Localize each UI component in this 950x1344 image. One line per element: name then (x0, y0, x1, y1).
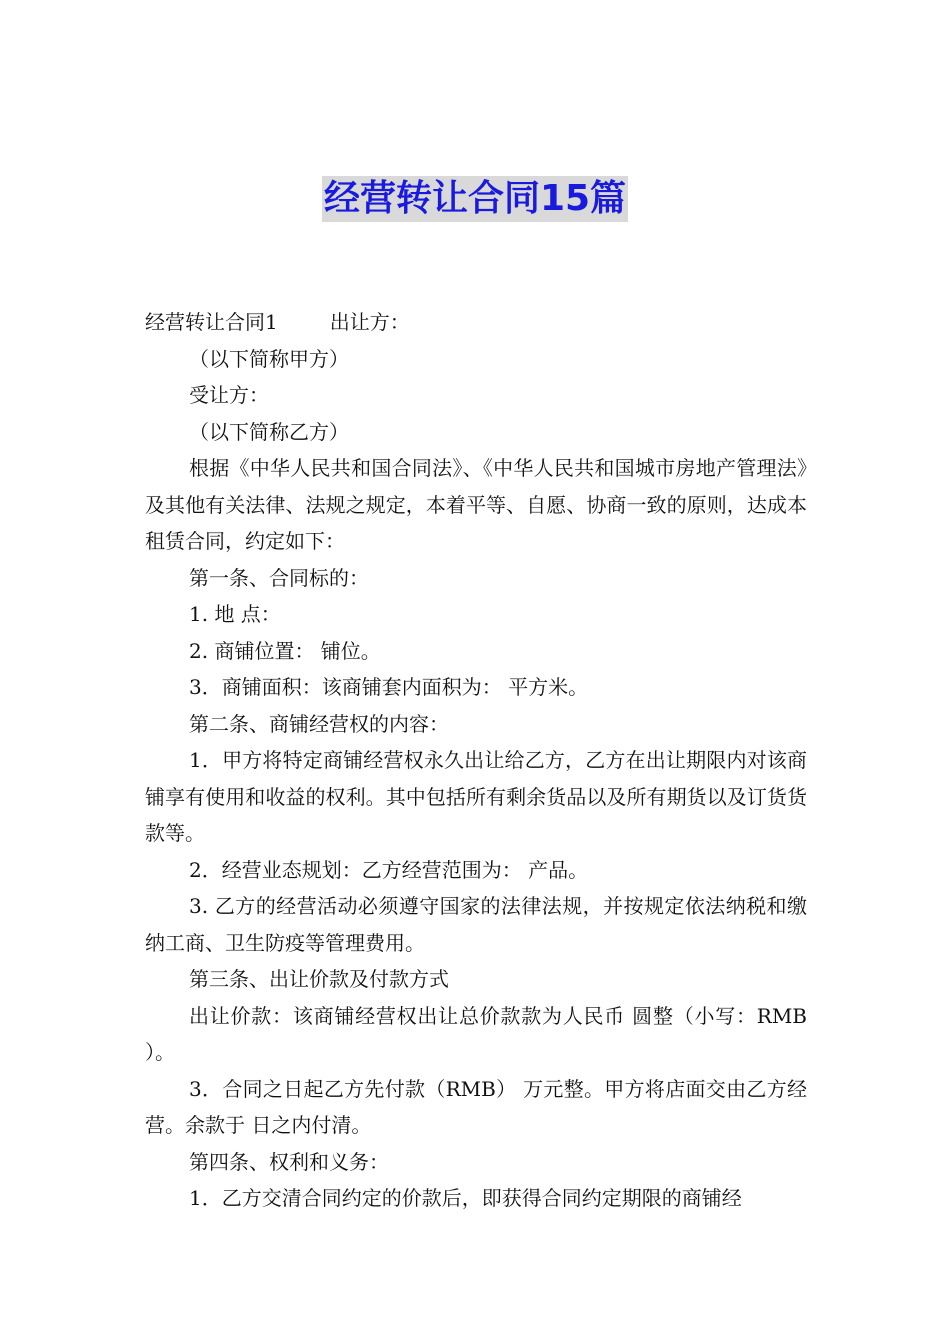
paragraph: 第四条、权利和义务： (189, 1149, 389, 1174)
paragraph: 第三条、出让价款及付款方式 (189, 967, 449, 991)
document-title: 经营转让合同15篇 (322, 176, 628, 222)
paragraph: 1．甲方将特定商铺经营权永久出让给乙方，乙方在出让期限内对该商铺享有使用和收益的权利。其中包括所有剩余货品以及所有期货以及订货货款等。 (145, 748, 807, 845)
title-container (0, 176, 950, 222)
paragraph: 2．经营业态规划：乙方经营范围为： 产品。 (189, 857, 589, 882)
paragraph: 3. 乙方的经营活动必须遵守国家的法律法规，并按规定依法纳税和缴纳工商、卫生防疫等管理费用。 (145, 894, 807, 955)
paragraph: 第一条、合同标的： (189, 565, 369, 590)
document-body (145, 304, 807, 1217)
contract-heading-line (145, 304, 807, 341)
paragraph: 根据《中华人民共和国合同法》、《中华人民共和国城市房地产管理法》及其他有关法律、法规之规定，本着平等、自愿、协商一致的原则，达成本租赁合同，约定如下： (145, 456, 807, 553)
contract-heading: 经营转让合同1 (145, 310, 278, 334)
paragraph: 第二条、商铺经营权的内容： (189, 711, 449, 736)
paragraph: 3．商铺面积：该商铺套内面积为： 平方米。 (189, 675, 589, 699)
paragraph: （以下简称甲方） (189, 346, 349, 371)
paragraph: 出让价款：该商铺经营权出让总价款款为人民币 圆整（小写：RMB ）。 (145, 1003, 807, 1064)
transferor-label: 出让方： (329, 310, 410, 334)
paragraph: 2. 商铺位置： 铺位。 (189, 638, 381, 663)
paragraph: 1．乙方交清合同约定的价款后，即获得合同约定期限的商铺经 (189, 1186, 742, 1210)
paragraph: （以下简称乙方） (189, 419, 349, 444)
paragraph: 3．合同之日起乙方先付款（RMB） 万元整。甲方将店面交由乙方经营。余款于 日之内付清。 (145, 1076, 807, 1137)
paragraph: 受让方： (189, 383, 269, 407)
paragraph: 1. 地 点： (189, 602, 281, 626)
